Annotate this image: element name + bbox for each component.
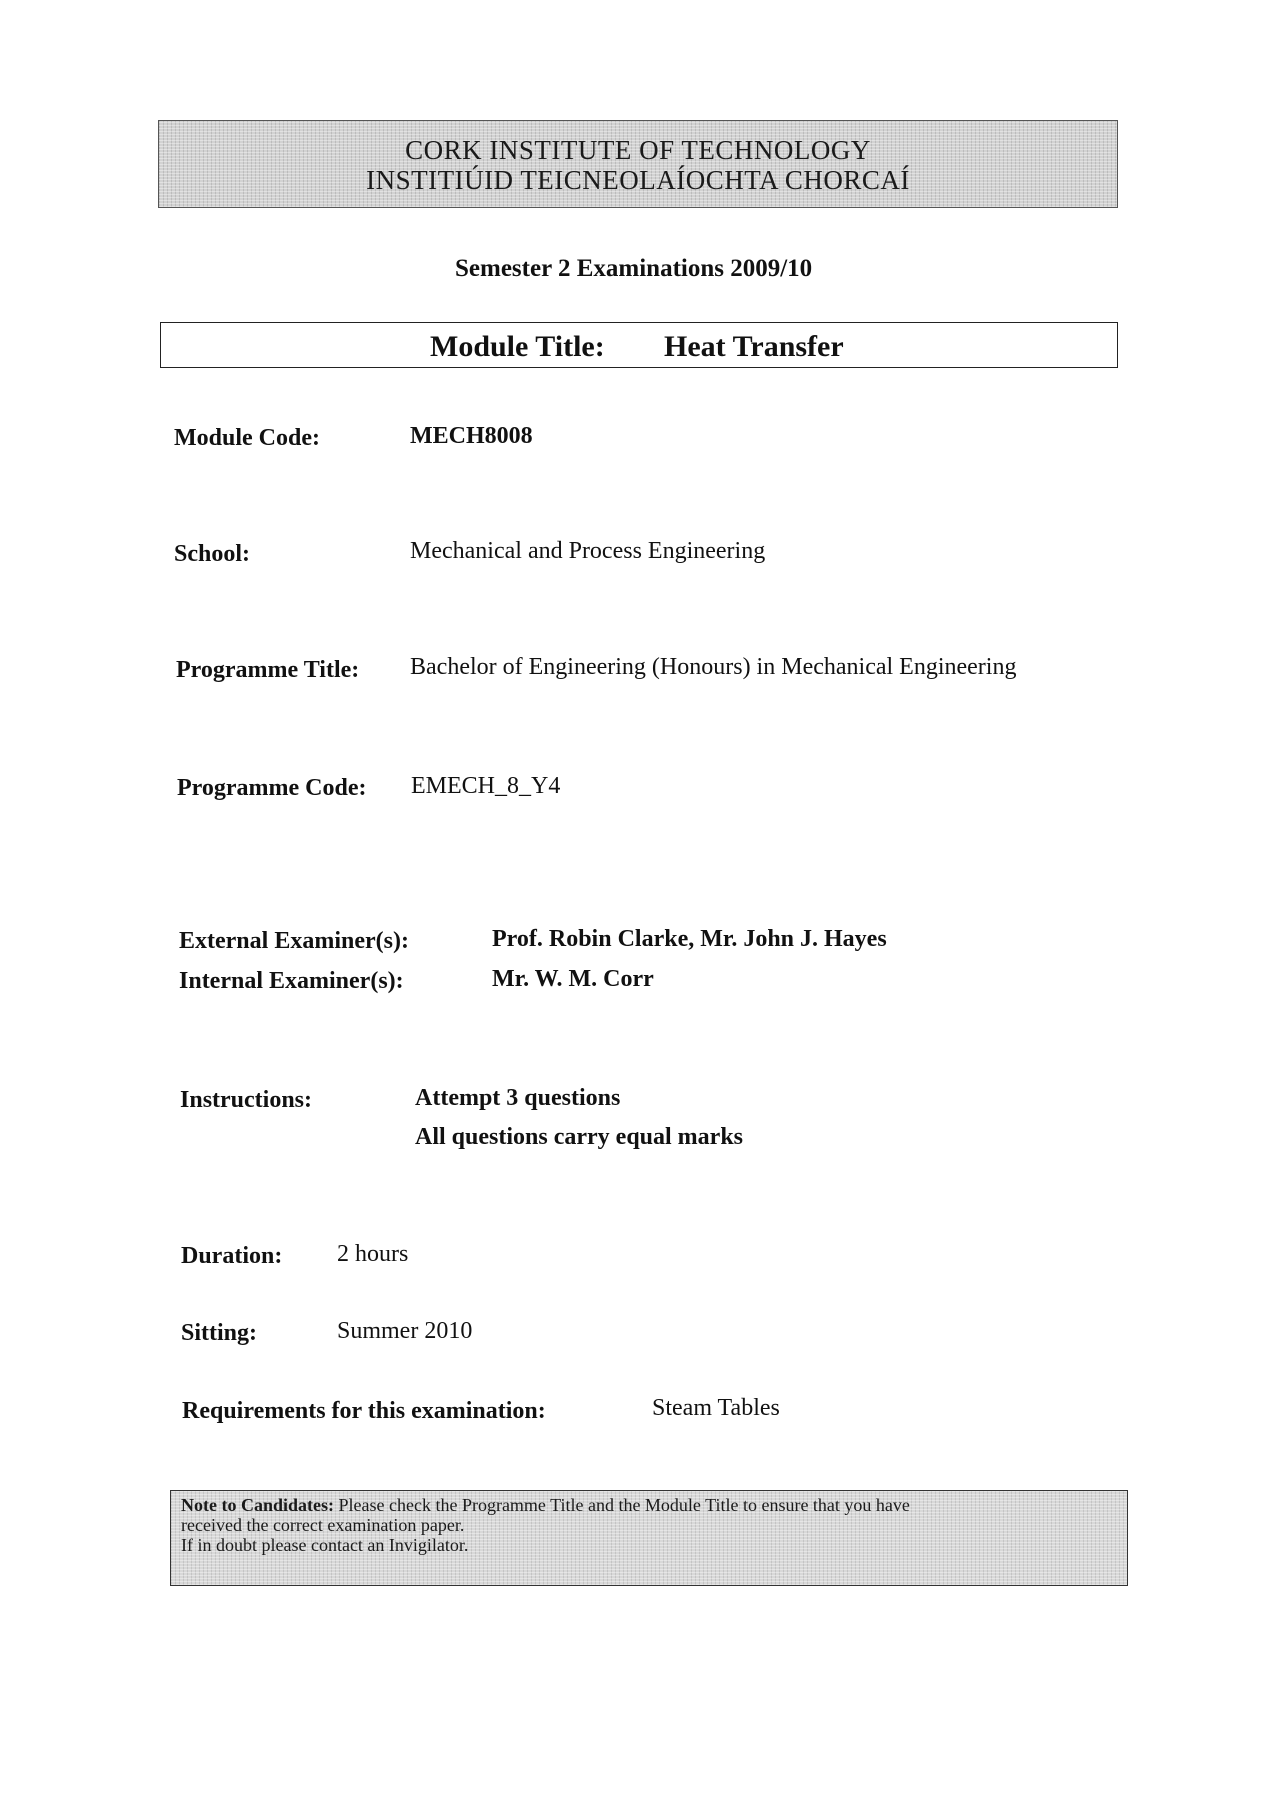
sitting-label: Sitting:	[181, 1320, 258, 1346]
sitting-value: Summer 2010	[337, 1318, 473, 1344]
internal-examiners-label: Internal Examiner(s):	[179, 968, 404, 994]
external-examiners-value: Prof. Robin Clarke, Mr. John J. Hayes	[492, 926, 887, 952]
programme-title-label: Programme Title:	[176, 657, 360, 683]
school-value: Mechanical and Process Engineering	[410, 538, 766, 564]
external-examiners-label: External Examiner(s):	[179, 928, 409, 954]
instructions-line-1: Attempt 3 questions	[415, 1085, 621, 1111]
programme-title-value: Bachelor of Engineering (Honours) in Mechanical Engineering	[410, 654, 1017, 680]
note-line-3: If in doubt please contact an Invigilator.	[181, 1535, 469, 1555]
internal-examiners-value: Mr. W. M. Corr	[492, 966, 654, 992]
school-label: School:	[174, 541, 251, 567]
duration-value: 2 hours	[337, 1241, 409, 1267]
instructions-line-2: All questions carry equal marks	[415, 1124, 744, 1150]
note-line-1	[181, 1495, 1117, 1515]
note-line-2: received the correct examination paper.	[181, 1515, 465, 1535]
module-title-box	[160, 322, 1118, 368]
requirements-label: Requirements for this examination:	[182, 1398, 546, 1424]
semester-heading: Semester 2 Examinations 2009/10	[455, 255, 813, 282]
programme-code-label: Programme Code:	[177, 775, 367, 801]
note-text-1: Please check the Programme Title and the Module Title to ensure that you have	[334, 1495, 910, 1515]
note-to-candidates-box	[170, 1490, 1128, 1586]
module-title-label: Module Title:	[430, 330, 605, 363]
duration-label: Duration:	[181, 1243, 283, 1269]
programme-code-value: EMECH_8_Y4	[411, 773, 561, 799]
requirements-value: Steam Tables	[652, 1395, 780, 1421]
instructions-label: Instructions:	[180, 1087, 313, 1113]
note-heading: Note to Candidates:	[181, 1495, 334, 1515]
module-code-value: MECH8008	[410, 423, 533, 449]
module-title-value: Heat Transfer	[664, 330, 844, 363]
institute-banner	[158, 120, 1118, 208]
module-code-label: Module Code:	[174, 425, 320, 451]
institute-name-irish: INSTITIÚID TEICNEOLAÍOCHTA CHORCAÍ	[366, 165, 910, 195]
institute-name-english: CORK INSTITUTE OF TECHNOLOGY	[405, 135, 871, 165]
